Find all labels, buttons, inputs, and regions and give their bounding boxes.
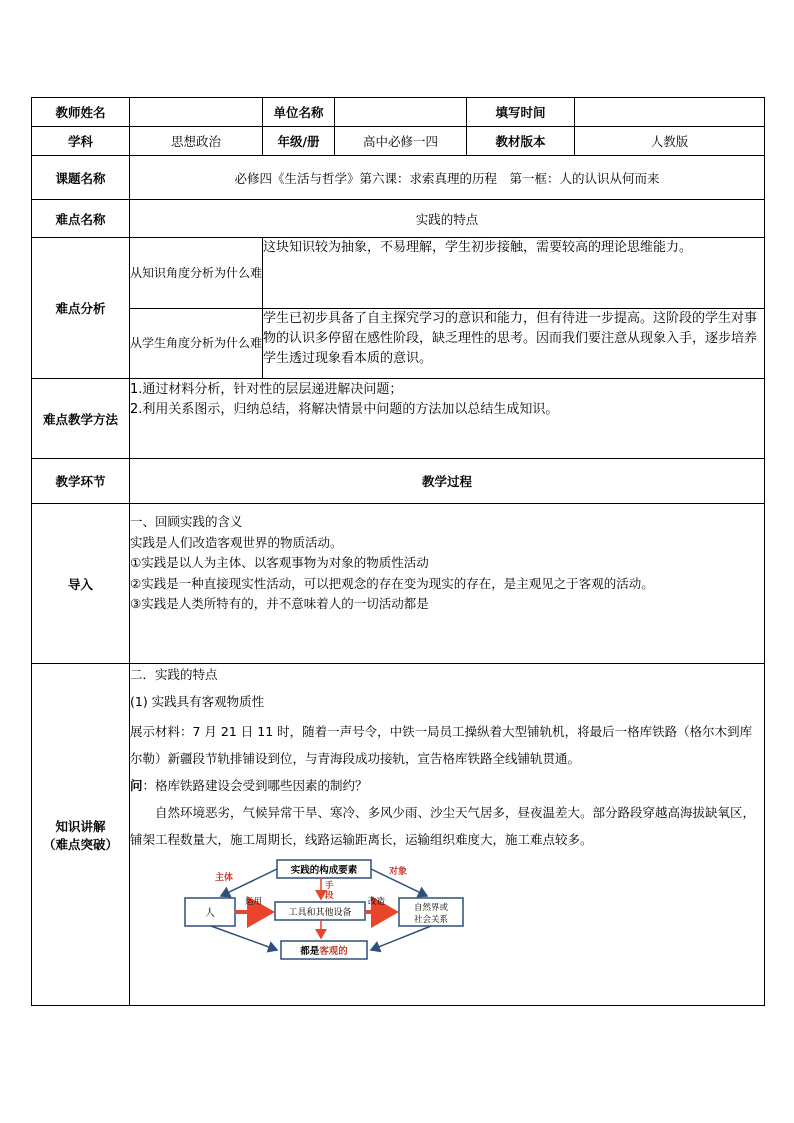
- right-box-text-2: 社会关系: [413, 915, 449, 925]
- method-row: [32, 379, 765, 459]
- process-content-label: 教学过程: [130, 459, 765, 504]
- topic-row: [32, 156, 765, 200]
- practice-elements-diagram: [177, 858, 507, 970]
- label-use: 运用: [245, 897, 263, 907]
- method-item-1: 1.通过材料分析，针对性的层层递进解决问题；: [130, 382, 403, 397]
- arrow-right-down: [371, 926, 431, 950]
- knowledge-angle-text: 这块知识较为抽象，不易理解，学生初步接触，需要较高的理论思维能力。: [263, 238, 765, 309]
- label-means-1: 手: [325, 881, 334, 891]
- arrow-left-down: [211, 926, 277, 950]
- intro-line-3: ①实践是以人为主体、以客观事物为对象的物质性活动: [130, 555, 429, 570]
- answer-text: 自然环境恶劣，气候异常干旱、寒冷、多风少雨、沙尘天气居多，昼夜温差大。部分路段穿越高海拔缺氧区，铺架工程数量大，施工周期长，线路运输距离长，运输组织难度大，施工难点较多。: [130, 805, 756, 847]
- analysis-row-knowledge: [32, 238, 765, 309]
- method-label: 难点教学方法: [32, 379, 130, 459]
- subject-value: 思想政治: [130, 127, 263, 156]
- knowledge-label: [32, 664, 130, 1006]
- difficulty-row: [32, 200, 765, 238]
- topic-value: 必修四《生活与哲学》第六课：求索真理的历程 第一框：人的认识从何而来: [130, 156, 765, 200]
- material-text: 展示材料：7 月 21 日 11 时，随着一声号令，中铁一局员工操纵着大型铺轨机，将最后一格库铁路（格尔木到库尔勒）新疆段节轨排铺设到位，与青海段成功接轨，宣告格库铁路全线铺轨贯通。: [130, 724, 753, 766]
- unit-name-value: [335, 98, 467, 127]
- label-means-2: 段: [325, 891, 334, 901]
- method-content: [130, 379, 765, 459]
- top-box-text: 实践的构成要素: [290, 865, 358, 876]
- header-row-2: [32, 127, 765, 156]
- knowledge-label-line-1: 知识讲解: [55, 818, 106, 834]
- bottom-box-text: [299, 945, 348, 957]
- knowledge-row: [32, 664, 765, 1006]
- subject-label: 学科: [32, 127, 130, 156]
- student-angle-label: 从学生角度分析为什么难: [130, 309, 263, 379]
- edition-value: 人教版: [575, 127, 765, 156]
- fill-date-label: 填写时间: [467, 98, 575, 127]
- unit-name-label: 单位名称: [263, 98, 335, 127]
- intro-line-1: 一、回顾实践的含义: [130, 514, 243, 529]
- teacher-name-value: [130, 98, 263, 127]
- student-angle-text: 学生已初步具备了自主探究学习的意识和能力，但有待进一步提高。这阶段的学生对事物的认识多停留在感性阶段，缺乏理性的思考。因而我们要注意从现象入手，逐步培养学生透过现象看本质的意识。: [263, 309, 765, 379]
- fill-date-value: [575, 98, 765, 127]
- lesson-plan-table: [31, 97, 765, 1006]
- intro-row: [32, 504, 765, 664]
- question: [130, 772, 764, 799]
- knowledge-heading: 二．实践的特点: [130, 667, 218, 682]
- intro-label: 导入: [32, 504, 130, 664]
- knowledge-content: [130, 664, 765, 1006]
- grade-label: 年级/册: [263, 127, 335, 156]
- intro-line-4: ②实践是一种直接现实性活动，可以把观念的存在变为现实的存在，是主观见之于客观的活动。: [130, 575, 654, 591]
- middle-box-text: 工具和其他设备: [288, 908, 352, 918]
- intro-content: [130, 504, 765, 664]
- bottom-box-highlight: 客观的: [319, 946, 348, 957]
- difficulty-label: 难点名称: [32, 200, 130, 238]
- left-box-text: 人: [205, 908, 215, 919]
- knowledge-angle-label: 从知识角度分析为什么难: [130, 238, 263, 309]
- analysis-row-student: [32, 309, 765, 379]
- question-text: ：格库铁路建设会受到哪些因素的制约？: [142, 778, 368, 793]
- label-object: 对象: [389, 867, 408, 877]
- difficulty-value: 实践的特点: [130, 200, 765, 238]
- knowledge-label-line-2: （难点突破）: [42, 836, 118, 852]
- process-header-row: [32, 459, 765, 504]
- analysis-label: 难点分析: [32, 238, 130, 379]
- edition-label: 教材版本: [467, 127, 575, 156]
- intro-line-5: ③实践是人类所特有的，并不意味着人的一切活动都是: [130, 596, 429, 611]
- grade-value: 高中必修一四: [335, 127, 467, 156]
- process-stage-label: 教学环节: [32, 459, 130, 504]
- label-subject: 主体: [215, 873, 234, 883]
- knowledge-subheading: (1) 实践具有客观物质性: [130, 694, 265, 709]
- intro-line-2: 实践是人们改造客观世界的物质活动。: [130, 534, 343, 550]
- question-label: 问: [130, 778, 143, 793]
- right-box-text-1: 自然界或: [413, 903, 449, 913]
- bottom-box-prefix: 都是: [300, 946, 320, 957]
- label-transform: 改造: [368, 897, 386, 907]
- topic-label: 课题名称: [32, 156, 130, 200]
- method-item-2: 2.利用关系图示，归纳总结，将解决情景中问题的方法加以总结生成知识。: [130, 402, 559, 417]
- header-row-1: [32, 98, 765, 127]
- teacher-name-label: 教师姓名: [32, 98, 130, 127]
